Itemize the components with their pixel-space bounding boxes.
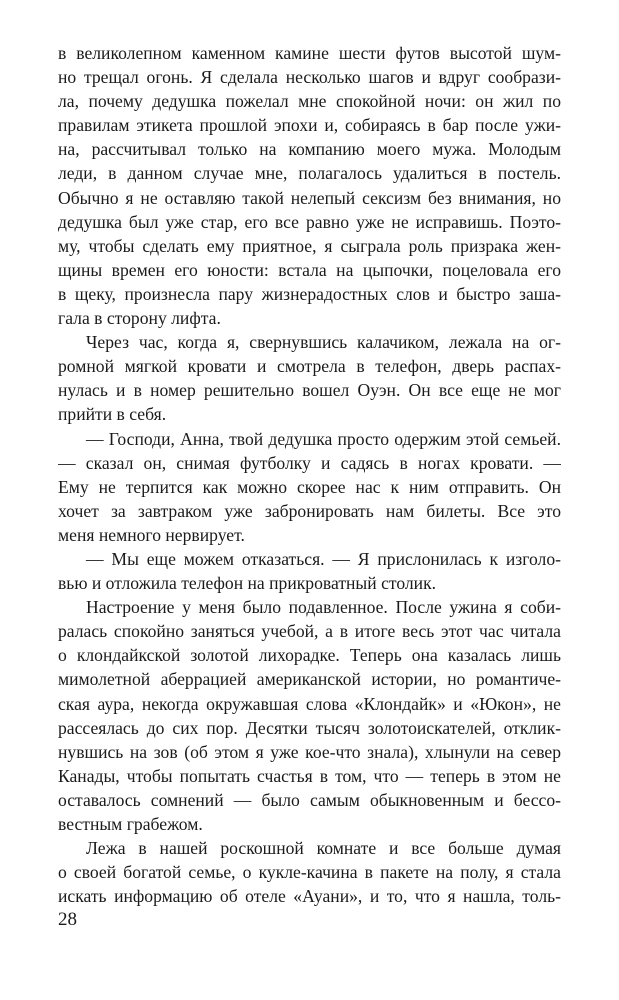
text-line: му, чтобы сделать ему приятное, я сыграла роль призрака жен- bbox=[58, 235, 561, 256]
text-line: дедушка был уже стар, его все равно уже не исправишь. Поэто- bbox=[58, 211, 561, 232]
text-line: правилам этикета прошлой эпохи и, собираясь в бар после ужи- bbox=[58, 115, 561, 136]
text-line: о своей богатой семье, о кукле-качина в пакете на полу, я стала bbox=[58, 862, 561, 883]
text-line: ская аура, некогда окружавшая слова «Клондайк» и «Юкон», не bbox=[58, 693, 561, 714]
text-line: Обычно я не оставляю такой нелепый сексизм без внимания, но bbox=[58, 187, 561, 208]
text-line: оставалось сомнений — было самым обыкновенным и бессо- bbox=[58, 789, 561, 810]
text-line: о клондайкской золотой лихорадке. Теперь она казалась лишь bbox=[58, 645, 561, 666]
text-line: в великолепном каменном камине шести футов высотой шум- bbox=[58, 43, 561, 63]
text-line: ла, почему дедушка пожелал мне спокойной ночи: он жил по bbox=[58, 91, 561, 112]
text-line: искать информацию об отеле «Ауани», и то, что я нашла, толь- bbox=[58, 886, 561, 907]
text-line: Через час, когда я, свернувшись калачиком, лежала на ог- bbox=[86, 332, 561, 353]
page-number: 28 bbox=[58, 909, 77, 930]
text-line: но трещал огонь. Я сделала несколько шагов и вдруг сообрази- bbox=[58, 67, 561, 88]
text-line: — Мы еще можем отказаться. — Я прислонилась к изголо- bbox=[86, 548, 561, 569]
text-line: рассеялась до сих пор. Десятки тысяч золотоискателей, отклик- bbox=[58, 717, 561, 738]
text-line: вестным грабежом. bbox=[58, 814, 203, 834]
text-line: прийти в себя. bbox=[58, 404, 167, 425]
text-line: нулась и в номер решительно вошел Оуэн. Он все еще не мог bbox=[58, 380, 561, 401]
text-line: меня немного нервирует. bbox=[58, 524, 245, 545]
text-line: хочет за завтраком уже забронировать нам билеты. Все это bbox=[58, 500, 561, 521]
text-line: леди, в данном случае мне, полагалось удалиться в постель. bbox=[58, 163, 561, 184]
text-line: Настроение у меня было подавленное. После ужина я соби- bbox=[86, 597, 561, 618]
text-line: Канады, чтобы попытать счастья в том, что — теперь в этом не bbox=[58, 765, 561, 786]
text-line: — сказал он, снимая футболку и садясь в ногах кровати. — bbox=[58, 452, 561, 473]
text-line: в щеку, произнесла пару жизнерадостных слов и быстро зашa- bbox=[58, 283, 561, 304]
text-line: Лежа в нашей роскошной комнате и все больше думая bbox=[86, 838, 561, 859]
text-line: мимолетной аберрацией американской истории, но романтиче- bbox=[58, 669, 561, 690]
text-line: нувшись на зов (об этом я уже кое-что знала), хлынули на север bbox=[58, 741, 561, 762]
text-line: на, рассчитывал только на компанию моего мужа. Молодым bbox=[58, 139, 561, 160]
text-line: — Господи, Анна, твой дедушка просто одержим этой семьей. bbox=[86, 428, 561, 449]
text-line: щины времен его юности: встала на цыпочки, поцеловала его bbox=[58, 259, 561, 280]
text-line: Ему не терпится как можно скорее нас к ним отправить. Он bbox=[58, 476, 561, 497]
text-line: гала в сторону лифта. bbox=[58, 308, 221, 329]
page-body-text bbox=[58, 41, 561, 908]
text-line: вью и отложила телефон на прикроватный столик. bbox=[58, 573, 437, 594]
text-line: ралась спокойно заняться учебой, а в итоге весь этот час читала bbox=[58, 621, 561, 642]
text-line: ромной мягкой кровати и смотрела в телефон, дверь распах- bbox=[58, 356, 561, 377]
